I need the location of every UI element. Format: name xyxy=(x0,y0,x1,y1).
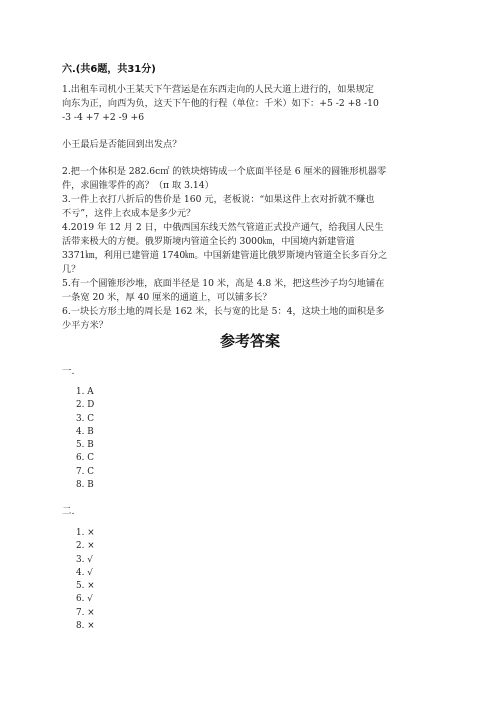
answer-item: 6. C xyxy=(76,453,94,464)
answer-key-title: 参考答案 xyxy=(219,332,280,350)
answer-item: 8. × xyxy=(76,621,95,632)
answer-item: 7. C xyxy=(76,466,94,477)
problem-3-line-1: 3.一件上衣打八折后的售价是 160 元，老板说：“如果这件上衣对折就不赚也 xyxy=(62,194,375,205)
problem-2-line-1: 2.把一个体积是 282.6c㎡ 的铁块熔铸成一个底面半径是 6 厘米的圆锥形机器零 xyxy=(62,166,387,177)
problem-4-line-4: 几？ xyxy=(62,264,81,275)
answer-item: 3. √ xyxy=(76,554,93,565)
problem-6-line-1: 6.一块长方形土地的周长是 162 米，长与宽的比是 5：4，这块土地的面积是多 xyxy=(62,306,385,317)
problem-1-line-2: 向东为正，向西为负，这天下午他的行程（单位：千米）如下：+5 -2 +8 -10 xyxy=(62,98,379,109)
problem-4-line-3: 3371㎞，利用已建管道 1740㎞。中国新建管道比俄罗斯境内管道全长多百分之 xyxy=(62,250,388,261)
problem-5-line-1: 5.有一个圆锥形沙堆，底面半径是 10 米，高是 4.8 米，把这些沙子均匀地铺在 xyxy=(62,278,385,289)
answer-item: 6. √ xyxy=(76,594,93,605)
answer-item: 1. A xyxy=(76,387,94,397)
answer-part-1-list xyxy=(76,386,94,492)
answer-item: 3. C xyxy=(76,413,94,424)
answer-item: 2. × xyxy=(76,541,95,552)
answer-item: 7. × xyxy=(76,607,95,618)
problem-2-line-2: 件，求圆锥零件的高？（π 取 3.14） xyxy=(62,180,214,191)
problem-1-line-3: -3 -4 +7 +2 -9 +6 xyxy=(62,112,145,123)
problem-6-line-2: 少平方米？ xyxy=(62,320,108,331)
answer-part-2-heading: 二. xyxy=(62,506,75,517)
problem-3-line-2: 不亏”，这件上衣成本是多少元？ xyxy=(62,208,196,219)
problem-4-line-2: 活带来极大的方便。俄罗斯境内管道全长约 3000㎞，中国境内新建管道 xyxy=(62,236,355,247)
answer-item: 1. × xyxy=(76,528,95,538)
answer-item: 4. B xyxy=(76,426,94,437)
answer-item: 2. D xyxy=(76,400,95,411)
answer-item: 5. B xyxy=(76,440,94,451)
answer-item: 4. √ xyxy=(76,567,93,578)
problem-list xyxy=(62,83,442,333)
problem-1-question: 小王最后是否能回到出发点？ xyxy=(62,139,182,150)
answer-part-1-heading: 一. xyxy=(62,366,75,377)
problem-5-line-2: 一条宽 20 米，厚 40 厘米的通道上，可以铺多长？ xyxy=(62,292,272,303)
answer-item: 8. B xyxy=(76,480,94,491)
answer-part-2-list xyxy=(76,527,95,633)
section-title: 六.(共6题，共31分) xyxy=(62,64,156,75)
answer-item: 5. × xyxy=(76,581,95,592)
problem-1-line-1: 1.出租车司机小王某天下午营运是在东西走向的人民大道上进行的，如果规定 xyxy=(62,84,374,95)
problem-4-line-1: 4.2019 年 12 月 2 日，中俄西国东线天然气管道正式投产通气，给我国人民生 xyxy=(62,222,384,233)
